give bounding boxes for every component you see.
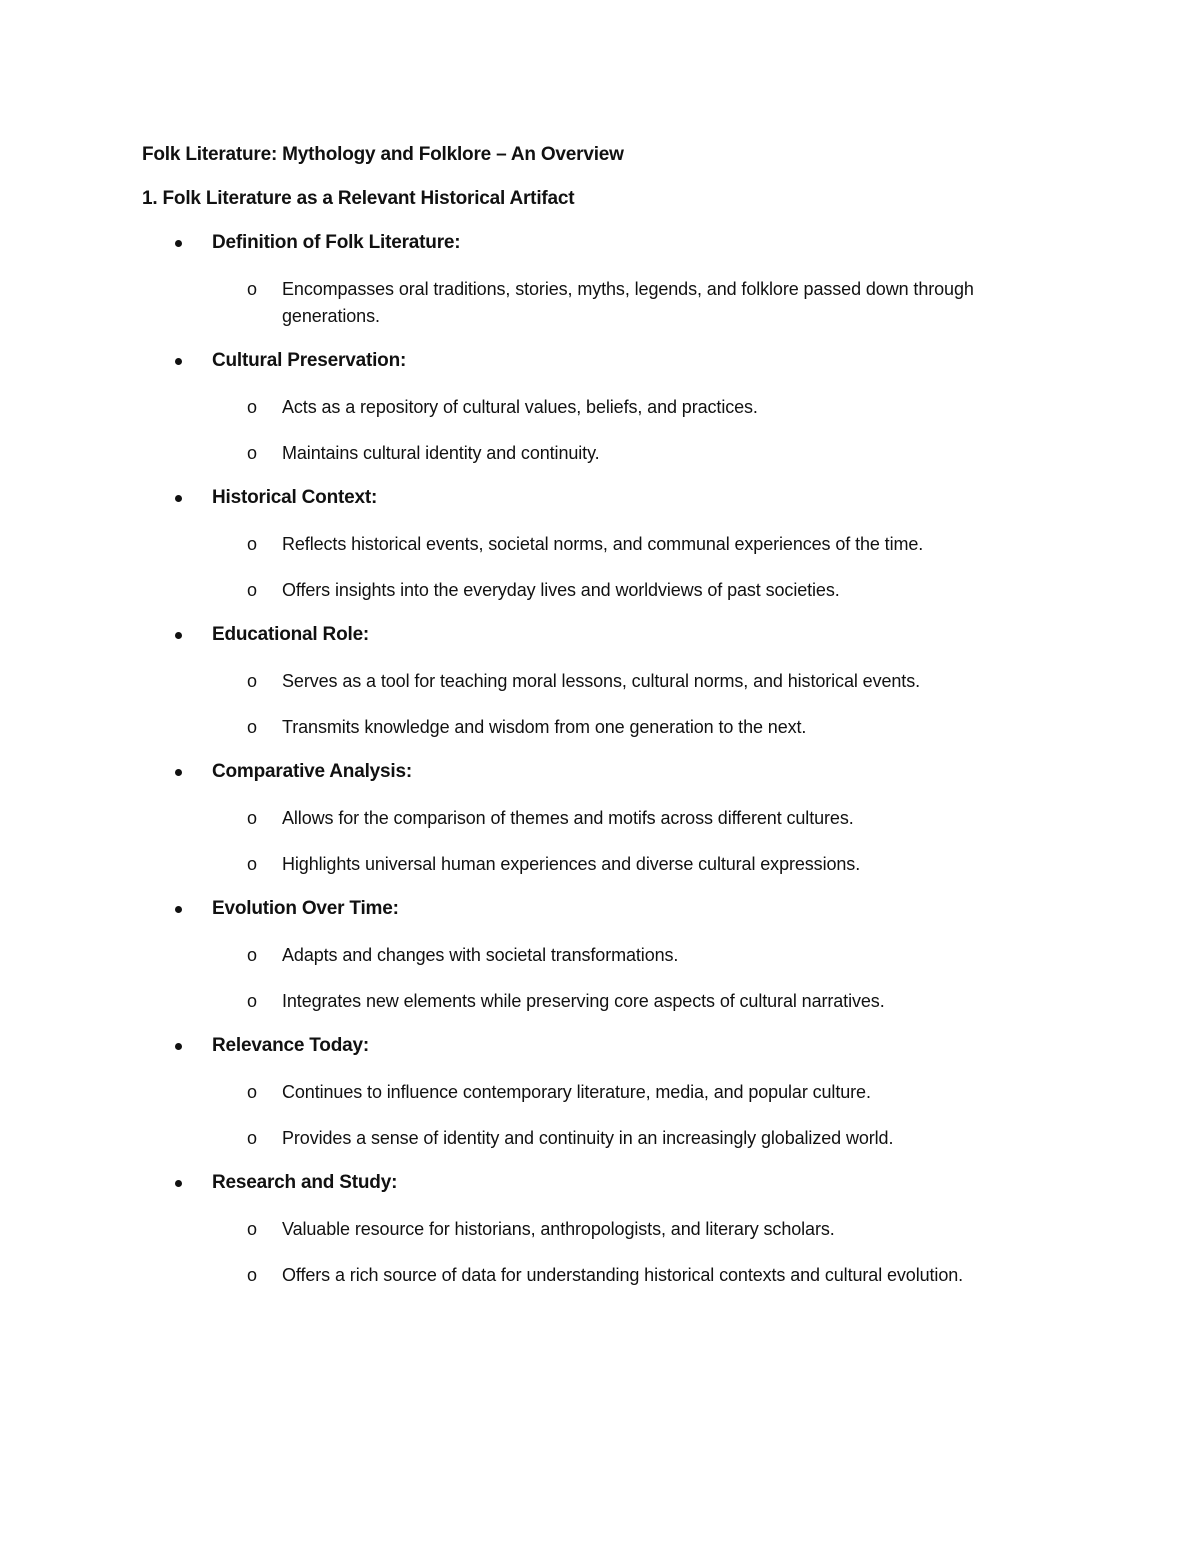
bullet-item: [142, 759, 1072, 878]
sub-list-item: [142, 668, 1072, 695]
bullet-dot-icon: [175, 1180, 182, 1187]
sub-list-item-text: Acts as a repository of cultural values, beliefs, and practices.: [282, 397, 758, 417]
bullet-heading-text: Evolution Over Time:: [212, 898, 399, 919]
bullet-heading-text: Definition of Folk Literature:: [212, 232, 461, 253]
sub-bullet-marker-icon: o: [247, 580, 257, 600]
sub-list-item: [142, 1079, 1072, 1106]
sub-bullet-marker-icon: o: [247, 717, 257, 737]
bullet-heading-text: Cultural Preservation:: [212, 350, 407, 371]
bullet-dot-icon: [175, 1043, 182, 1050]
sub-list-item: [142, 1216, 1072, 1243]
sub-list-item: [142, 577, 1072, 604]
sub-list-item-text: Allows for the comparison of themes and motifs across different cultures.: [282, 808, 854, 828]
sub-list: [142, 805, 1072, 878]
bullet-item: [142, 622, 1072, 741]
bullet-heading-text: Comparative Analysis:: [212, 761, 412, 782]
sub-list-item-text: Highlights universal human experiences and diverse cultural expressions.: [282, 854, 861, 874]
sub-list: [142, 942, 1072, 1015]
sub-bullet-marker-icon: o: [247, 443, 257, 463]
sub-list-item-text: Reflects historical events, societal norms, and communal experiences of the time.: [282, 534, 924, 554]
bullet-heading: [142, 1170, 1072, 1196]
sub-list-item-text: Offers a rich source of data for understanding historical contexts and cultural evolution.: [282, 1265, 964, 1285]
sub-bullet-marker-icon: o: [247, 1219, 257, 1239]
bullet-dot-icon: [175, 358, 182, 365]
sub-list-item: [142, 531, 1072, 558]
sub-list-item-text: Serves as a tool for teaching moral lessons, cultural norms, and historical events.: [282, 671, 921, 691]
sub-bullet-marker-icon: o: [247, 1082, 257, 1102]
sub-list-item: [142, 942, 1072, 969]
bullet-heading: [142, 896, 1072, 922]
sub-list-item-text: Adapts and changes with societal transformations.: [282, 945, 679, 965]
sub-bullet-marker-icon: o: [247, 808, 257, 828]
document-title: Folk Literature: Mythology and Folklore – An Overview: [142, 144, 624, 165]
document-body: [142, 142, 1072, 1289]
bullet-dot-icon: [175, 240, 182, 247]
bullet-heading: [142, 622, 1072, 648]
sub-bullet-marker-icon: o: [247, 854, 257, 874]
bullet-item: [142, 348, 1072, 467]
sub-bullet-marker-icon: o: [247, 279, 257, 299]
bullet-item: [142, 230, 1072, 330]
sub-list: [142, 276, 1072, 330]
sub-bullet-marker-icon: o: [247, 991, 257, 1011]
sub-bullet-marker-icon: o: [247, 671, 257, 691]
sub-list-item-text: Continues to influence contemporary literature, media, and popular culture.: [282, 1082, 871, 1102]
bullet-dot-icon: [175, 495, 182, 502]
sub-list: [142, 1079, 1072, 1152]
bullet-heading: [142, 348, 1072, 374]
bullet-heading-text: Historical Context:: [212, 487, 378, 508]
bullet-item: [142, 896, 1072, 1015]
sub-list-item: [142, 805, 1072, 832]
bullet-dot-icon: [175, 632, 182, 639]
bullet-heading: [142, 1033, 1072, 1059]
bullet-heading-text: Educational Role:: [212, 624, 370, 645]
sub-list-item: [142, 394, 1072, 421]
sub-bullet-marker-icon: o: [247, 1128, 257, 1148]
sub-list-item: [142, 714, 1072, 741]
sub-list: [142, 668, 1072, 741]
sub-list-item-text: Transmits knowledge and wisdom from one generation to the next.: [282, 717, 807, 737]
bullet-heading-text: Research and Study:: [212, 1172, 398, 1193]
bullet-dot-icon: [175, 906, 182, 913]
sub-bullet-marker-icon: o: [247, 534, 257, 554]
bullet-heading: [142, 485, 1072, 511]
sub-list-item: [142, 851, 1072, 878]
sub-list-item: [142, 988, 1072, 1015]
sub-list-item-text: Maintains cultural identity and continuity.: [282, 443, 600, 463]
sub-list-item-text: Offers insights into the everyday lives and worldviews of past societies.: [282, 580, 840, 600]
bullet-heading: [142, 230, 1072, 256]
bullet-item: [142, 485, 1072, 604]
sub-list-item-text: Encompasses oral traditions, stories, myths, legends, and folklore passed down through generations.: [282, 279, 974, 326]
sub-bullet-marker-icon: o: [247, 397, 257, 417]
sub-list-item-text: Provides a sense of identity and continuity in an increasingly globalized world.: [282, 1128, 894, 1148]
sub-list: [142, 531, 1072, 604]
bullet-heading: [142, 759, 1072, 785]
sub-list-item-text: Integrates new elements while preserving core aspects of cultural narratives.: [282, 991, 885, 1011]
bullet-dot-icon: [175, 769, 182, 776]
bullet-list: [142, 230, 1072, 1289]
sub-list-item: [142, 1125, 1072, 1152]
sub-list: [142, 1216, 1072, 1289]
bullet-heading-text: Relevance Today:: [212, 1035, 369, 1056]
sub-list-item-text: Valuable resource for historians, anthropologists, and literary scholars.: [282, 1219, 835, 1239]
sub-bullet-marker-icon: o: [247, 1265, 257, 1285]
bullet-item: [142, 1033, 1072, 1152]
sub-list-item: [142, 1262, 1072, 1289]
sub-list-item: [142, 276, 1072, 330]
sub-bullet-marker-icon: o: [247, 945, 257, 965]
sub-list: [142, 394, 1072, 467]
sub-list-item: [142, 440, 1072, 467]
section-heading: 1. Folk Literature as a Relevant Historical Artifact: [142, 188, 575, 209]
bullet-item: [142, 1170, 1072, 1289]
